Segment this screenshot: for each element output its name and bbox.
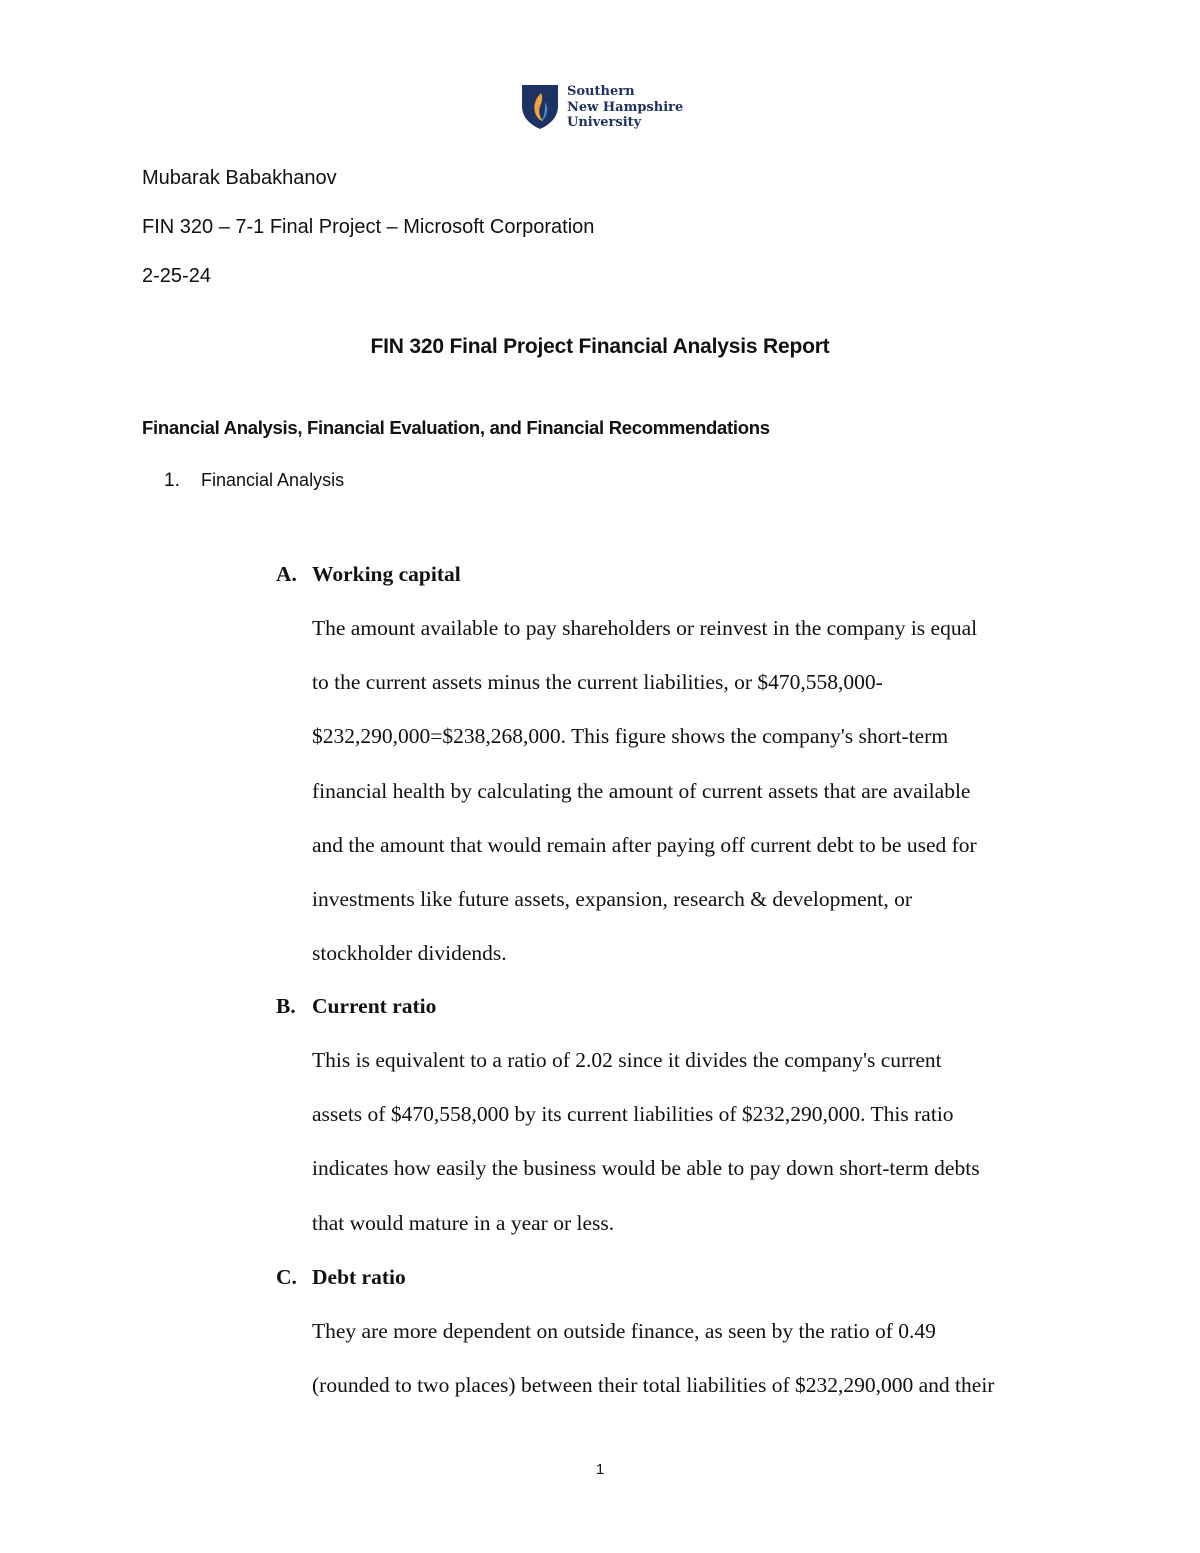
paragraph-line: The amount available to pay shareholders or reinvest in the company is equal (312, 616, 978, 640)
subsection-heading-debt-ratio (276, 1265, 406, 1290)
subsection-heading-text: Working capital (312, 562, 461, 586)
logo-line-1: Southern (567, 84, 635, 99)
list-label: Financial Analysis (201, 470, 345, 490)
paragraph-line: financial health by calculating the amount of current assets that are available (312, 778, 971, 803)
page-number: 1 (595, 1461, 605, 1478)
list-number: 1. (164, 470, 180, 491)
section-title: Financial Analysis, Financial Evaluation, and Financial Recommendations (142, 417, 770, 438)
logo-wordmark (567, 84, 683, 131)
subsection-letter: C. (276, 1265, 297, 1289)
paragraph-line: $232,290,000=$238,268,000. This figure shows the company's short-term (312, 724, 949, 749)
paragraph-line: assets of $470,558,000 by its current liabilities of $232,290,000. This ratio (312, 1102, 954, 1127)
author-name: Mubarak Babakhanov (142, 167, 337, 189)
paragraph-line: They are more dependent on outside finance, as seen by the ratio of 0.49 (312, 1319, 936, 1343)
subsection-heading-text: Debt ratio (312, 1265, 406, 1289)
paragraph-line: that would mature in a year or less. (312, 1210, 615, 1235)
subsection-letter: B. (276, 994, 296, 1018)
paragraph-line: This is equivalent to a ratio of 2.02 since it divides the company's current (312, 1048, 942, 1072)
subsection-heading-current-ratio (276, 994, 436, 1019)
paragraph-line: to the current assets minus the current liabilities, or $470,558,000- (312, 670, 883, 695)
paragraph-line: indicates how easily the business would be able to pay down short-term debts (312, 1156, 980, 1181)
paragraph-line: (rounded to two places) between their total liabilities of $232,290,000 and their (312, 1373, 995, 1398)
paragraph-line: stockholder dividends. (312, 941, 507, 966)
date-line: 2-25-24 (142, 265, 211, 287)
logo-line-3: University (567, 115, 642, 130)
paragraph-debt-ratio (312, 1319, 1072, 1427)
subsection-letter: A. (276, 562, 297, 586)
course-line: FIN 320 – 7-1 Final Project – Microsoft Corporation (142, 216, 595, 238)
report-title: FIN 320 Final Project Financial Analysis Report (370, 335, 830, 358)
paragraph-current-ratio (312, 1048, 1072, 1265)
university-logo (521, 84, 691, 134)
paragraph-working-capital (312, 616, 1072, 995)
list-item (164, 470, 344, 492)
flame-shield-icon (521, 84, 559, 130)
subsection-heading-text: Current ratio (312, 994, 437, 1018)
subsection-heading-working-capital (276, 562, 461, 587)
logo-line-2: New Hampshire (567, 99, 684, 115)
paragraph-line: investments like future assets, expansion, research & development, or (312, 886, 913, 911)
paragraph-line: and the amount that would remain after paying off current debt to be used for (312, 832, 977, 857)
